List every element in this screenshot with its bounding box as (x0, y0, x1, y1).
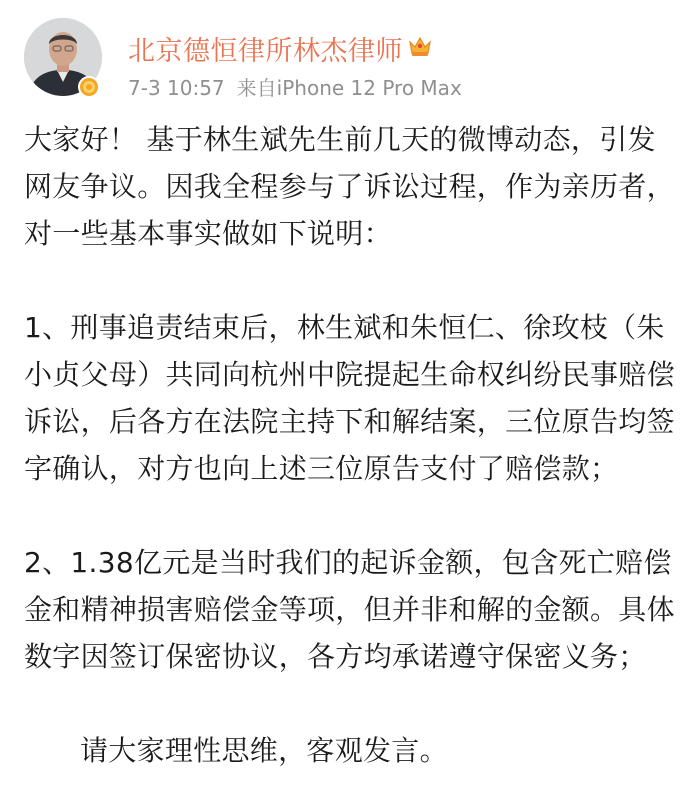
paragraph-spacer (24, 680, 684, 727)
post-meta (128, 72, 462, 101)
crown-icon[interactable] (407, 34, 433, 62)
author-name-row (128, 28, 433, 68)
post-body (24, 116, 684, 774)
post-header (0, 0, 700, 110)
post-paragraph-point2: 2、1.38亿元是当时我们的起诉金额，包含死亡赔偿金和精神损害赔偿金等项，但并非和解的金额。具体数字因签订保密协议，各方均承诺遵守保密义务； (24, 546, 675, 673)
post-source: 来自iPhone 12 Pro Max (236, 76, 462, 100)
verified-badge-icon (78, 76, 100, 98)
paragraph-spacer (24, 257, 684, 304)
author-name[interactable]: 北京德恒律所林杰律师 (128, 35, 403, 67)
post-paragraph-closing: 请大家理性思维，客观发言。 (80, 734, 448, 767)
paragraph-spacer (24, 492, 684, 539)
post-time: 7-3 10:57 (128, 76, 225, 100)
post-paragraph-point1: 1、刑事追责结束后，林生斌和朱恒仁、徐玫枝（朱小贞父母）共同向杭州中院提起生命权纠纷民事赔偿诉讼，后各方在法院主持下和解结案，三位原告均签字确认，对方也向上述三位原告支付了赔偿款； (24, 311, 675, 485)
post-paragraph-intro: 大家好！ 基于林生斌先生前几天的微博动态，引发网友争议。因我全程参与了诉讼过程，作为亲历者，对一些基本事实做如下说明： (24, 123, 675, 250)
